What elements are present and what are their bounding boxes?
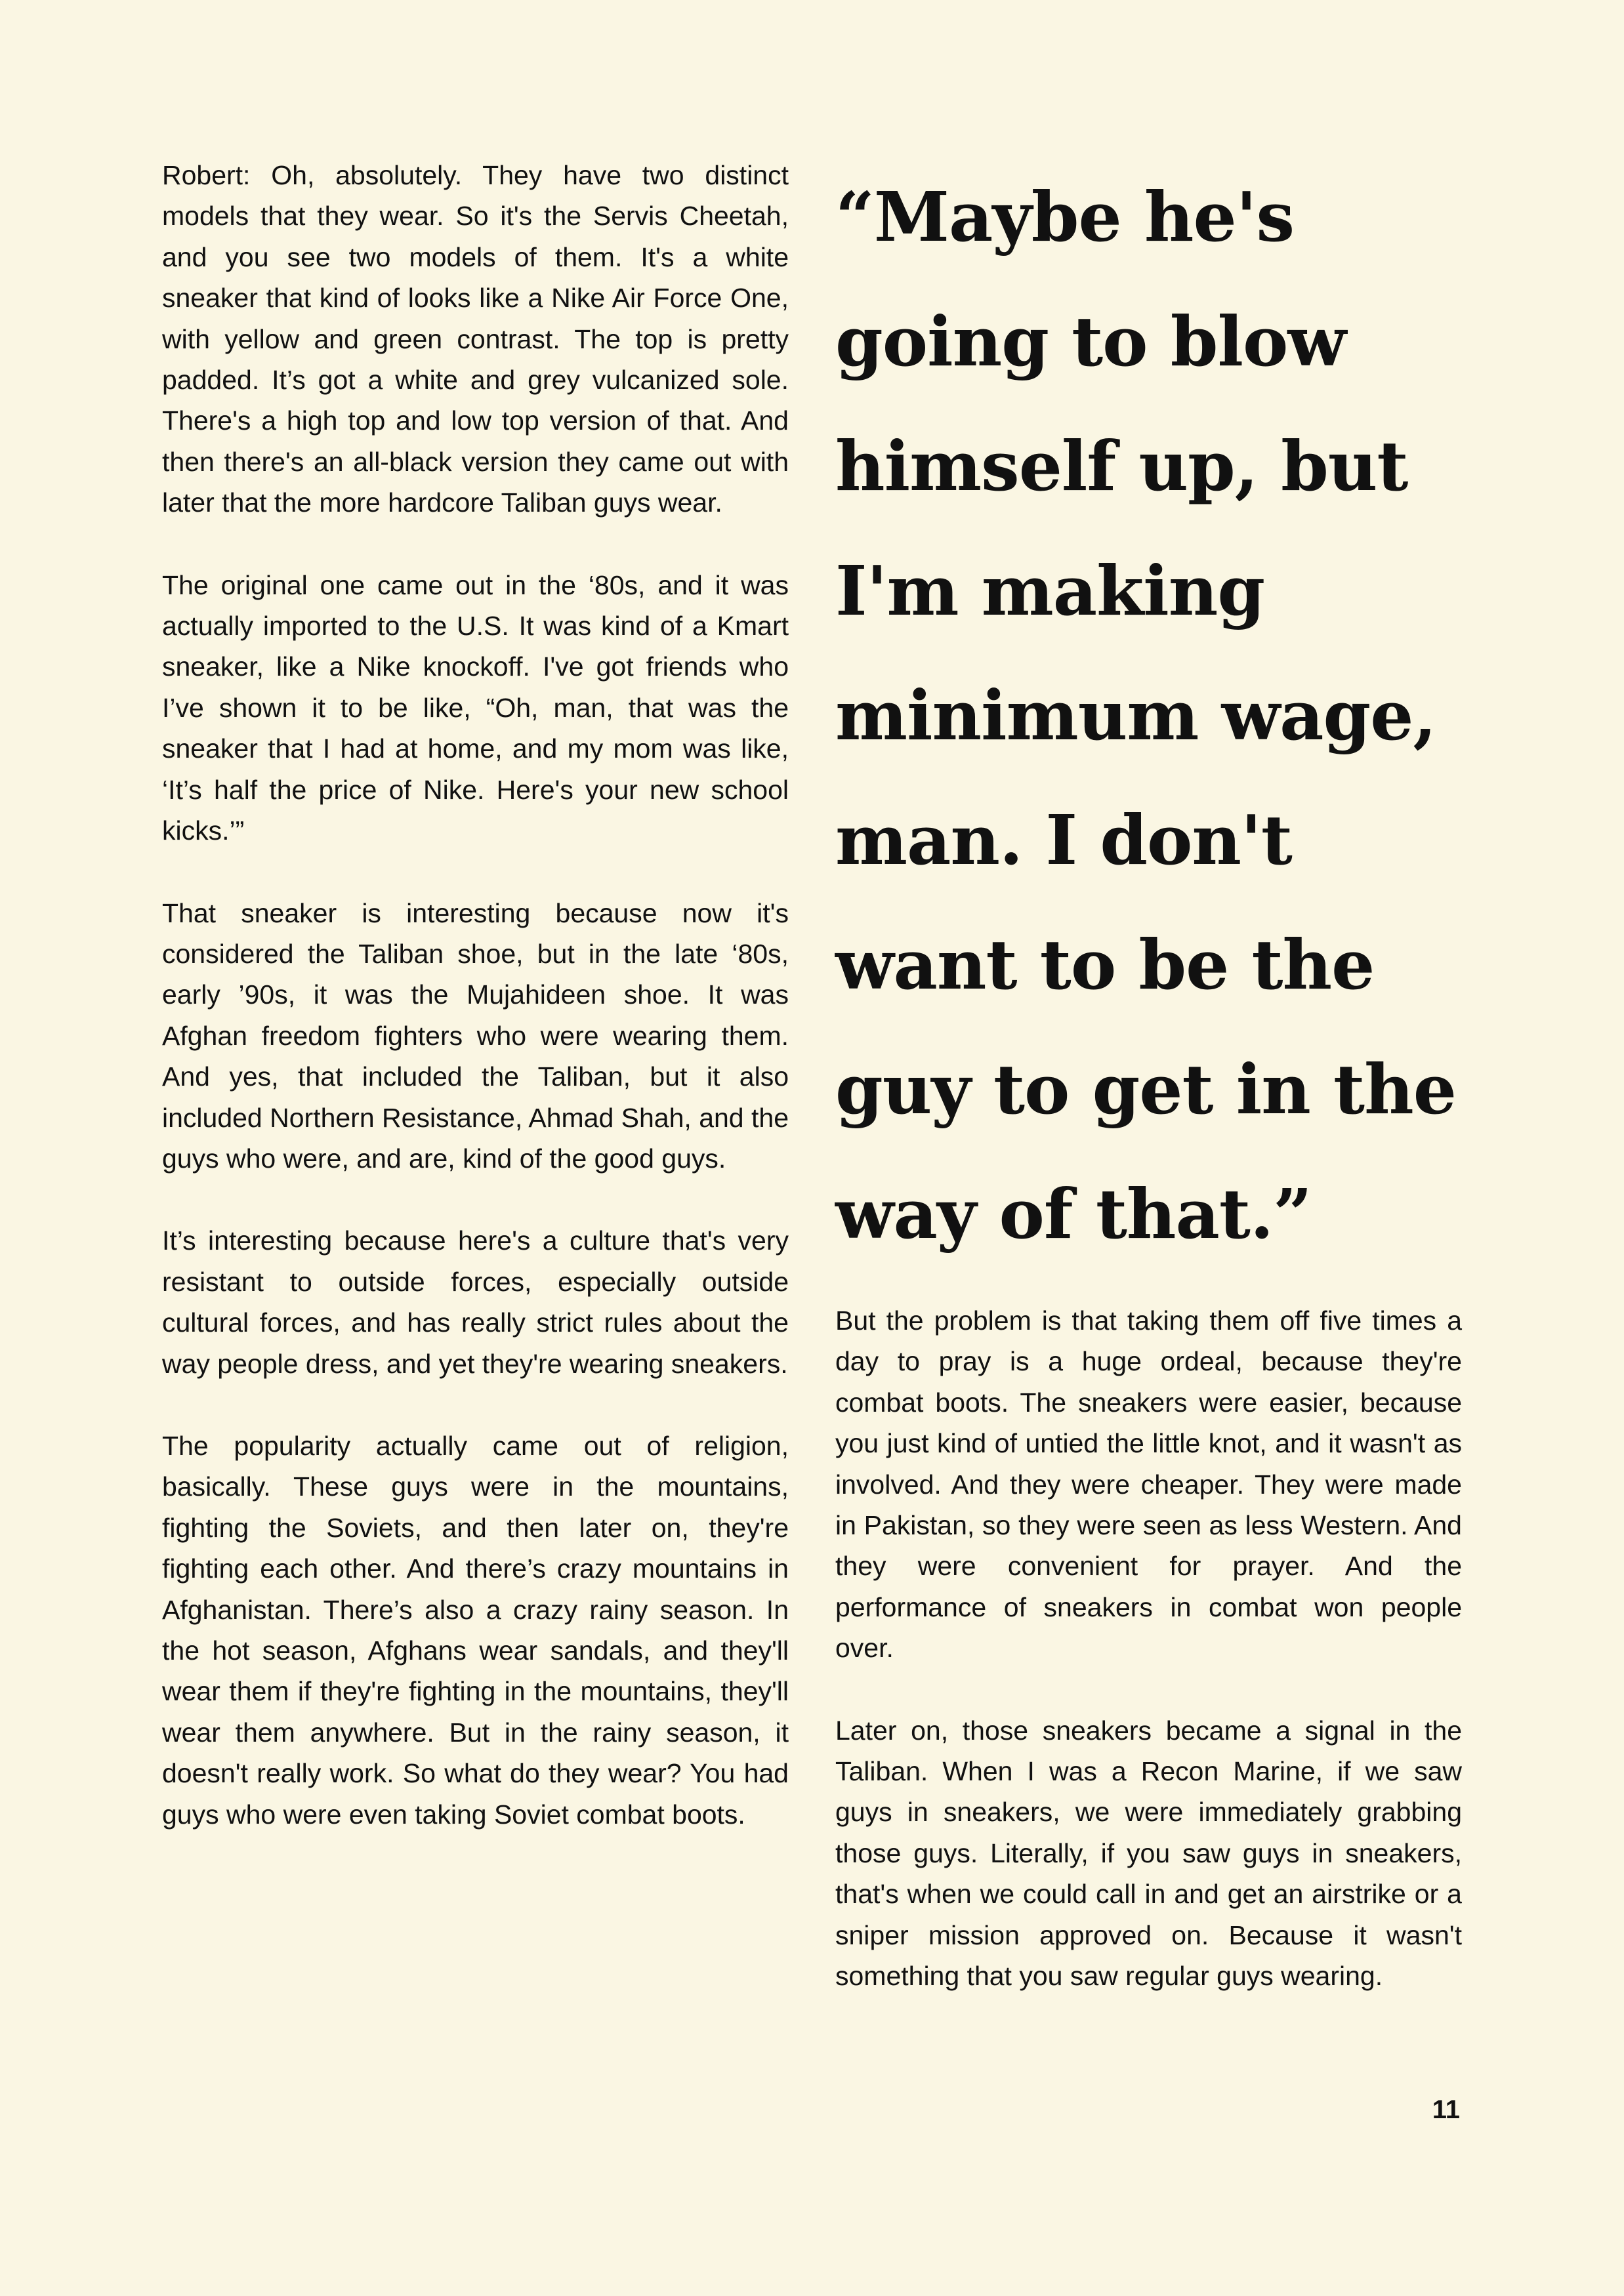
page-number: 11: [1432, 2095, 1460, 2124]
left-column: [162, 155, 789, 1835]
body-paragraph: Robert: Oh, absolutely. They have two distinct models that they wear. So it's the Servis Cheetah, and you see two models of them. It's a white sneaker that kind of looks like a Nike Air Force One, with yellow and green contrast. The top is pretty padded. It’s got a white and grey vulcanized sole. There's a high top and low top version of that. And then there's an all-black version they came out with later that the more hardcore Taliban guys wear.: [162, 160, 789, 518]
body-paragraph: It’s interesting because here's a culture that's very resistant to outside forces, especially outside cultural forces, and has really strict rules about the way people dress, and yet they're wearing sneakers.: [162, 1225, 789, 1379]
body-paragraph: But the problem is that taking them off five times a day to pray is a huge ordeal, because they're combat boots. The sneakers were easier, because you just kind of untied the little knot, and it wasn't as involved. And they were cheaper. They were made in Pakistan, so they were seen as less Western. And they were convenient for prayer. And the performance of sneakers in combat won people over.: [835, 1305, 1462, 1664]
right-column: [835, 155, 1462, 1997]
pull-quote: “Maybe he's going to blow himself up, but I'm making minimum wage, man. I don't want to be the guy to get in the way of that.”: [835, 176, 1456, 1254]
body-paragraph: That sneaker is interesting because now it's considered the Taliban shoe, but in the late ‘80s, early ’90s, it was the Mujahideen shoe. It was Afghan freedom fighters who were wearing them. And yes, that included the Taliban, but it also included Northern Resistance, Ahmad Shah, and the guys who were, and are, kind of the good guys.: [162, 897, 789, 1174]
body-paragraph: The popularity actually came out of religion, basically. These guys were in the mountains, fighting the Soviets, and then later on, they're fighting each other. And there’s crazy mountains in Afghanistan. There’s also a crazy rainy season. In the hot season, Afghans wear sandals, and they'll wear them if they're fighting in the mountains, they'll wear them anywhere. But in the rainy season, it doesn't really work. So what do they wear? You had guys who were even taking Soviet combat boots.: [162, 1430, 789, 1830]
body-paragraph: Later on, those sneakers became a signal in the Taliban. When I was a Recon Marine, if we saw guys in sneakers, we were immediately grabbing those guys. Literally, if you saw guys in sneakers, that's when we could call in and get an airstrike or a sniper mission approved on. Because it wasn't something that you saw regular guys wearing.: [835, 1715, 1462, 1992]
body-paragraph: The original one came out in the ‘80s, and it was actually imported to the U.S. It was kind of a Kmart sneaker, like a Nike knockoff. I've got friends who I’ve shown it to be like, “Oh, man, that was the sneaker that I had at home, and my mom was like, ‘It’s half the price of Nike. Here's your new school kicks.’”: [162, 569, 789, 846]
